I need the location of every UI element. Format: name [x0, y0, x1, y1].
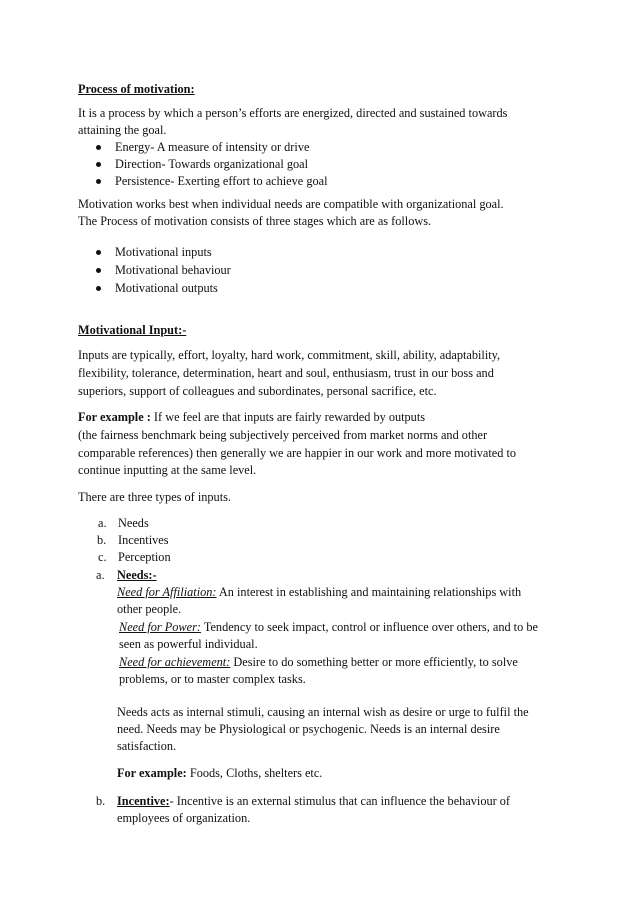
need-power-label: Need for Power:	[119, 620, 201, 634]
need-power-line	[119, 620, 538, 635]
paragraph-line: Motivation works best when individual needs are compatible with organizational goal.	[78, 197, 504, 211]
paragraph-line: Inputs are typically, effort, loyalty, hard work, commitment, skill, ability, adaptability,	[78, 348, 501, 362]
list-item: Direction- Towards organizational goal	[115, 157, 308, 171]
paragraph-line: There are three types of inputs.	[78, 490, 231, 504]
paragraph-line: The Process of motivation consists of three stages which are as follows.	[78, 214, 432, 228]
need-affiliation-line	[117, 585, 521, 600]
list-item: Motivational outputs	[115, 281, 218, 295]
example-text: If we feel are that inputs are fairly rewarded by outputs	[150, 410, 426, 424]
list-item: Motivational behaviour	[115, 263, 231, 277]
paragraph-line: attaining the goal.	[78, 123, 167, 137]
heading-process-of-motivation: Process of motivation:	[78, 82, 195, 96]
bullet-icon	[96, 250, 101, 255]
need-power-text: Tendency to seek impact, control or influence over others, and to be	[200, 620, 538, 634]
paragraph-line: problems, or to master complex tasks.	[119, 672, 306, 686]
list-item: Perception	[118, 550, 171, 564]
bullet-icon	[96, 268, 101, 273]
heading-motivational-input: Motivational Input:-	[78, 323, 187, 337]
paragraph-line: (the fairness benchmark being subjectively perceived from market norms and other	[78, 428, 488, 442]
paragraph-line: need. Needs may be Physiological or psychogenic. Needs is an internal desire	[117, 722, 500, 736]
bullet-icon	[96, 286, 101, 291]
bullet-icon	[96, 145, 101, 150]
needs-example-label: For example:	[117, 766, 187, 780]
list-item: Needs	[118, 516, 149, 530]
paragraph-line: other people.	[117, 602, 182, 616]
paragraph-line: seen as powerful individual.	[119, 637, 258, 651]
need-achievement-text: Desire to do something better or more efficiently, to solve	[230, 655, 518, 669]
list-marker: a.	[98, 516, 107, 530]
list-item: Motivational inputs	[115, 245, 212, 259]
incentive-line	[117, 794, 510, 809]
example-label: For example :	[78, 410, 151, 424]
paragraph-line: continue inputting at the same level.	[78, 463, 257, 477]
need-achievement-label: Need for achievement:	[119, 655, 231, 669]
example-line	[78, 410, 425, 425]
needs-example-line	[117, 766, 322, 781]
paragraph-line: superiors, support of colleagues and subordinates, personal sacrifice, etc.	[78, 384, 437, 398]
list-marker: b.	[96, 794, 106, 808]
incentive-heading: Incentive:	[117, 794, 170, 808]
paragraph-line: It is a process by which a person’s efforts are energized, directed and sustained towards	[78, 106, 508, 120]
list-item: Incentives	[118, 533, 169, 547]
list-item: Persistence- Exerting effort to achieve goal	[115, 174, 328, 188]
paragraph-line: comparable references) then generally we are happier in our work and more motivated to	[78, 446, 517, 460]
paragraph-line: Needs acts as internal stimuli, causing an internal wish as desire or urge to fulfil the	[117, 705, 529, 719]
list-item: Energy- A measure of intensity or drive	[115, 140, 310, 154]
paragraph-line: employees of organization.	[117, 811, 251, 825]
incentive-text: - Incentive is an external stimulus that can influence the behaviour of	[169, 794, 511, 808]
list-marker: a.	[96, 568, 105, 582]
need-affiliation-text: An interest in establishing and maintaining relationships with	[216, 585, 522, 599]
bullet-icon	[96, 162, 101, 167]
paragraph-line: flexibility, tolerance, determination, heart and soul, enthusiasm, trust in our boss and	[78, 366, 494, 380]
bullet-icon	[96, 179, 101, 184]
paragraph-line: satisfaction.	[117, 739, 177, 753]
list-marker: c.	[98, 550, 107, 564]
need-achievement-line	[119, 655, 518, 670]
needs-example-text: Foods, Cloths, shelters etc.	[186, 766, 323, 780]
needs-heading: Needs:-	[117, 568, 157, 582]
need-affiliation-label: Need for Affiliation:	[117, 585, 217, 599]
list-marker: b.	[97, 533, 107, 547]
